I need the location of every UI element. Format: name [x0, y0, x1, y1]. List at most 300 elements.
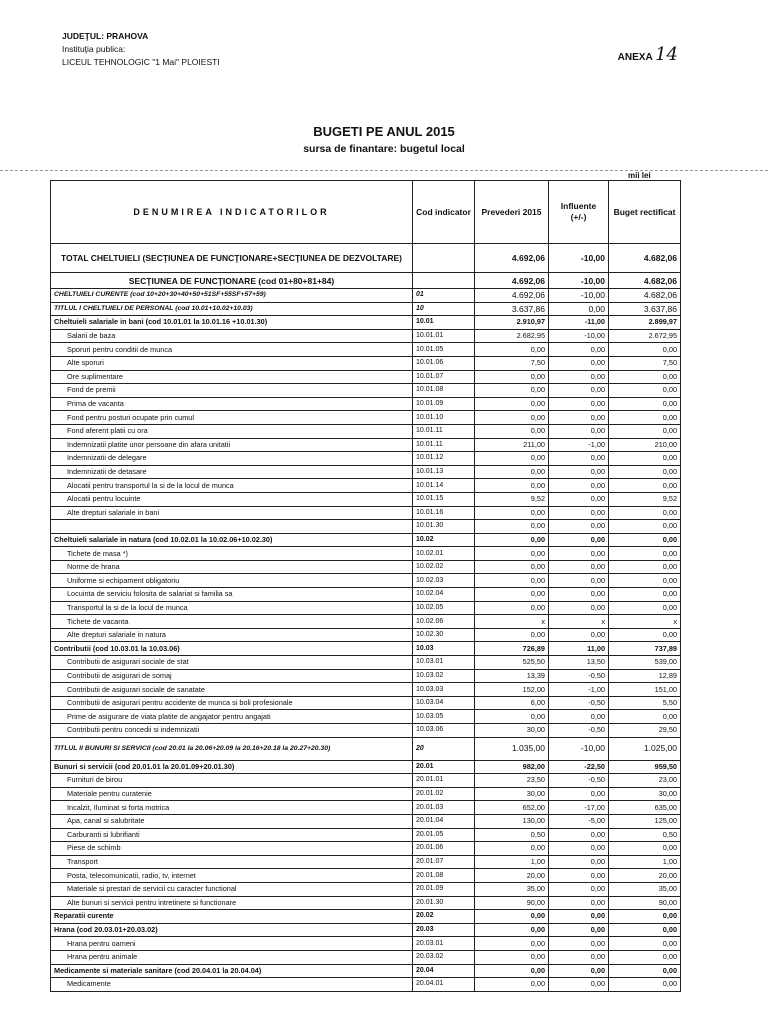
row-label: Cheltuieli salariale in bani (cod 10.01.01 la 10.01.16 +10.01.30) — [51, 316, 413, 330]
row-prevederi: 6,00 — [475, 696, 549, 710]
county-label: JUDEŢUL: PRAHOVA — [62, 31, 149, 41]
row-influente: 0,00 — [549, 869, 609, 883]
table-row — [51, 492, 681, 506]
table-row — [51, 560, 681, 574]
row-influente: 0,00 — [549, 343, 609, 357]
row-label: Posta, telecomunicatii, radio, tv, internet — [51, 869, 413, 883]
row-label: Contributii (cod 10.03.01 la 10.03.06) — [51, 642, 413, 656]
row-code: 10.03 — [413, 642, 475, 656]
row-buget: 1.025,00 — [609, 737, 681, 760]
row-prevederi: 7,50 — [475, 356, 549, 370]
row-prevederi: 20,00 — [475, 869, 549, 883]
row-buget: 4.682,06 — [609, 289, 681, 303]
row-influente: 0,00 — [549, 896, 609, 910]
row-code: 10.01.06 — [413, 356, 475, 370]
row-prevederi: 130,00 — [475, 814, 549, 828]
row-label: Contributii de asigurari sociale de sanatate — [51, 683, 413, 697]
row-label: Sporuri pentru conditii de munca — [51, 343, 413, 357]
table-row — [51, 601, 681, 615]
row-prevederi: 0,00 — [475, 588, 549, 602]
row-influente: 0,00 — [549, 601, 609, 615]
row-influente: -1,00 — [549, 438, 609, 452]
row-influente: 0,00 — [549, 828, 609, 842]
row-influente: 0,00 — [549, 937, 609, 951]
row-label: Tichete de vacanta — [51, 615, 413, 629]
table-row — [51, 533, 681, 547]
table-row — [51, 656, 681, 670]
table-row — [51, 923, 681, 937]
row-prevederi: 0,00 — [475, 452, 549, 466]
table-row — [51, 642, 681, 656]
row-code — [413, 273, 475, 289]
table-row — [51, 937, 681, 951]
row-code: 20.01.09 — [413, 882, 475, 896]
row-prevederi: 4.692,06 — [475, 244, 549, 273]
row-label: Alte drepturi salariale in natura — [51, 628, 413, 642]
row-influente: -10,00 — [549, 289, 609, 303]
row-influente: 0,00 — [549, 923, 609, 937]
row-code: 10.03.01 — [413, 656, 475, 670]
row-code: 20.01.02 — [413, 787, 475, 801]
row-buget: 30,00 — [609, 787, 681, 801]
table-row — [51, 438, 681, 452]
row-code: 20.01.04 — [413, 814, 475, 828]
table-row — [51, 370, 681, 384]
table-row — [51, 411, 681, 425]
table-row — [51, 910, 681, 924]
row-label: Alte sporuri — [51, 356, 413, 370]
row-prevederi: 0,00 — [475, 411, 549, 425]
row-prevederi: 0,00 — [475, 343, 549, 357]
row-prevederi: 726,89 — [475, 642, 549, 656]
row-prevederi: 0,00 — [475, 710, 549, 724]
row-influente: 0,00 — [549, 882, 609, 896]
row-code: 10.02.05 — [413, 601, 475, 615]
row-prevederi: 0,00 — [475, 533, 549, 547]
row-prevederi: 0,00 — [475, 910, 549, 924]
row-prevederi: 982,00 — [475, 760, 549, 774]
table-row — [51, 343, 681, 357]
row-code: 20.01.07 — [413, 855, 475, 869]
units-label: mii lei — [628, 171, 651, 180]
row-buget: 0,00 — [609, 397, 681, 411]
col-header-influente: Influente (+/-) — [549, 181, 609, 244]
row-influente: 0,00 — [549, 506, 609, 520]
table-row — [51, 950, 681, 964]
row-buget: 0,00 — [609, 533, 681, 547]
row-label: Fond de premii — [51, 384, 413, 398]
row-prevederi: x — [475, 615, 549, 629]
row-buget: 3.637,86 — [609, 302, 681, 316]
row-buget: 12,89 — [609, 669, 681, 683]
row-code: 01 — [413, 289, 475, 303]
divider — [0, 170, 768, 171]
row-code: 10.02.04 — [413, 588, 475, 602]
row-label: Incalzit, Iluminat si forta motrica — [51, 801, 413, 815]
table-row — [51, 801, 681, 815]
row-buget: 0,00 — [609, 520, 681, 534]
row-label: Locuinta de serviciu folosita de salariat si familia sa — [51, 588, 413, 602]
table-row — [51, 588, 681, 602]
row-code: 10.01.05 — [413, 343, 475, 357]
row-influente: -22,50 — [549, 760, 609, 774]
row-prevederi: 0,50 — [475, 828, 549, 842]
row-influente: -0,50 — [549, 774, 609, 788]
row-influente: -10,00 — [549, 329, 609, 343]
row-influente: x — [549, 615, 609, 629]
row-prevederi: 0,00 — [475, 601, 549, 615]
row-code: 10.01.16 — [413, 506, 475, 520]
row-prevederi: 90,00 — [475, 896, 549, 910]
row-prevederi: 2.910,97 — [475, 316, 549, 330]
row-label: Prima de vacanta — [51, 397, 413, 411]
row-code: 10.02.03 — [413, 574, 475, 588]
row-label: Materiale si prestari de servicii cu caracter functional — [51, 882, 413, 896]
row-buget: 0,00 — [609, 910, 681, 924]
row-prevederi: 30,00 — [475, 724, 549, 738]
row-buget: 1,00 — [609, 855, 681, 869]
table-row — [51, 520, 681, 534]
row-code: 10.03.02 — [413, 669, 475, 683]
row-code: 10.01 — [413, 316, 475, 330]
row-code: 10.01.13 — [413, 465, 475, 479]
table-row — [51, 896, 681, 910]
row-influente: 0,00 — [549, 787, 609, 801]
institution-label: Instituţia publica: — [62, 44, 126, 54]
row-influente: -5,00 — [549, 814, 609, 828]
row-buget: 4.682,06 — [609, 273, 681, 289]
row-buget: 0,00 — [609, 465, 681, 479]
row-label: Furnituri de birou — [51, 774, 413, 788]
row-buget: 737,89 — [609, 642, 681, 656]
row-label: TOTAL CHELTUIELI (SECŢIUNEA DE FUNCŢIONARE+SECŢIUNEA DE DEZVOLTARE) — [51, 244, 413, 273]
table-header-row — [51, 181, 681, 244]
row-influente: 0,00 — [549, 978, 609, 992]
table-row — [51, 244, 681, 273]
row-buget: 0,00 — [609, 343, 681, 357]
row-influente: 0,00 — [549, 855, 609, 869]
row-code: 20.01.01 — [413, 774, 475, 788]
row-buget: 20,00 — [609, 869, 681, 883]
row-influente: -10,00 — [549, 273, 609, 289]
row-label: Reparatii curente — [51, 910, 413, 924]
row-buget: 0,00 — [609, 964, 681, 978]
row-influente: 0,00 — [549, 547, 609, 561]
row-buget: 0,00 — [609, 937, 681, 951]
row-influente: 0,00 — [549, 710, 609, 724]
row-prevederi: 3.637,86 — [475, 302, 549, 316]
row-influente: 0,00 — [549, 950, 609, 964]
row-label: Uniforme si echipament obligatoriu — [51, 574, 413, 588]
table-row — [51, 424, 681, 438]
row-label: Contributii de asigurari pentru accidente de munca si boli profesionale — [51, 696, 413, 710]
row-label: CHELTUIELI CURENTE (cod 10+20+30+40+50+51SF+55SF+57+59) — [51, 289, 413, 303]
row-buget: 0,00 — [609, 923, 681, 937]
row-label: Alte drepturi salariale in bani — [51, 506, 413, 520]
row-label: Alocatii pentru locuinte — [51, 492, 413, 506]
row-label: Hrana pentru animale — [51, 950, 413, 964]
row-label: TITLUL I CHELTUIELI DE PERSONAL (cod 10.01+10.02+10.03) — [51, 302, 413, 316]
row-label: Hrana (cod 20.03.01+20.03.02) — [51, 923, 413, 937]
table-row — [51, 356, 681, 370]
row-prevederi: 0,00 — [475, 397, 549, 411]
col-header-buget: Buget rectificat — [609, 181, 681, 244]
col-header-code: Cod indicator — [413, 181, 475, 244]
row-code: 20 — [413, 737, 475, 760]
row-prevederi: 0,00 — [475, 547, 549, 561]
row-code: 10.01.01 — [413, 329, 475, 343]
row-code: 10.03.06 — [413, 724, 475, 738]
row-influente: 0,00 — [549, 574, 609, 588]
col-header-prevederi: Prevederi 2015 — [475, 181, 549, 244]
row-prevederi: 30,00 — [475, 787, 549, 801]
document-header — [62, 30, 220, 69]
row-buget: 0,00 — [609, 601, 681, 615]
row-prevederi: 0,00 — [475, 574, 549, 588]
row-code: 20.01.08 — [413, 869, 475, 883]
row-influente: -0,50 — [549, 669, 609, 683]
row-prevederi: 0,00 — [475, 520, 549, 534]
row-label: Indemnizatii platite unor persoane din afara unitatii — [51, 438, 413, 452]
row-label: Apa, canal si salubritate — [51, 814, 413, 828]
row-buget: 0,00 — [609, 424, 681, 438]
row-buget: 35,00 — [609, 882, 681, 896]
row-influente: 0,00 — [549, 356, 609, 370]
row-buget: 0,00 — [609, 842, 681, 856]
row-influente: -0,50 — [549, 724, 609, 738]
row-label: Carburanti si lubrifianti — [51, 828, 413, 842]
row-prevederi: 4.692,06 — [475, 289, 549, 303]
row-label: Contributii de asigurari sociale de stat — [51, 656, 413, 670]
row-buget: 0,00 — [609, 479, 681, 493]
row-buget: 151,00 — [609, 683, 681, 697]
row-influente: 0,00 — [549, 465, 609, 479]
row-label: Cheltuieli salariale in natura (cod 10.02.01 la 10.02.06+10.02.30) — [51, 533, 413, 547]
row-code: 20.03.02 — [413, 950, 475, 964]
row-prevederi: 652,00 — [475, 801, 549, 815]
table-row — [51, 710, 681, 724]
row-code: 10.02 — [413, 533, 475, 547]
row-code: 10.01.09 — [413, 397, 475, 411]
row-label: Norme de hrana — [51, 560, 413, 574]
row-influente: -11,00 — [549, 316, 609, 330]
row-code: 10.01.08 — [413, 384, 475, 398]
row-prevederi: 0,00 — [475, 950, 549, 964]
table-row — [51, 787, 681, 801]
row-buget: 9,52 — [609, 492, 681, 506]
table-row — [51, 547, 681, 561]
row-code: 20.02 — [413, 910, 475, 924]
row-influente: 0,00 — [549, 520, 609, 534]
row-prevederi: 1.035,00 — [475, 737, 549, 760]
row-label — [51, 520, 413, 534]
row-prevederi: 0,00 — [475, 923, 549, 937]
table-row — [51, 384, 681, 398]
row-code: 10.01.30 — [413, 520, 475, 534]
table-row — [51, 882, 681, 896]
row-label: Transportul la si de la locul de munca — [51, 601, 413, 615]
row-code: 10.03.03 — [413, 683, 475, 697]
row-influente: -0,50 — [549, 696, 609, 710]
row-buget: x — [609, 615, 681, 629]
row-buget: 210,00 — [609, 438, 681, 452]
row-influente: 0,00 — [549, 492, 609, 506]
table-row — [51, 737, 681, 760]
row-influente: -10,00 — [549, 244, 609, 273]
row-code: 20.03.01 — [413, 937, 475, 951]
table-row — [51, 869, 681, 883]
table-row — [51, 760, 681, 774]
row-label: TITLUL II BUNURI SI SERVICII (cod 20.01 la 20.06+20.09 la 20.16+20.18 la 20.27+20.30) — [51, 737, 413, 760]
table-row — [51, 506, 681, 520]
row-prevederi: 0,00 — [475, 479, 549, 493]
row-prevederi: 0,00 — [475, 370, 549, 384]
row-label: Indemnizatii de delegare — [51, 452, 413, 466]
row-prevederi: 0,00 — [475, 978, 549, 992]
row-influente: 0,00 — [549, 910, 609, 924]
table-row — [51, 329, 681, 343]
row-buget: 5,50 — [609, 696, 681, 710]
table-row — [51, 452, 681, 466]
row-influente: 0,00 — [549, 588, 609, 602]
row-code: 20.01.03 — [413, 801, 475, 815]
row-prevederi: 211,00 — [475, 438, 549, 452]
row-prevederi: 0,00 — [475, 842, 549, 856]
row-label: Indemnizatii de detasare — [51, 465, 413, 479]
row-buget: 539,00 — [609, 656, 681, 670]
row-prevederi: 0,00 — [475, 560, 549, 574]
row-prevederi: 0,00 — [475, 964, 549, 978]
row-influente: 0,00 — [549, 411, 609, 425]
row-prevederi: 525,50 — [475, 656, 549, 670]
table-row — [51, 289, 681, 303]
row-label: Transport — [51, 855, 413, 869]
table-row — [51, 855, 681, 869]
row-buget: 959,50 — [609, 760, 681, 774]
row-buget: 4.682,06 — [609, 244, 681, 273]
row-prevederi: 4.692,06 — [475, 273, 549, 289]
row-influente: 0,00 — [549, 560, 609, 574]
row-label: Ore suplimentare — [51, 370, 413, 384]
row-buget: 90,00 — [609, 896, 681, 910]
row-code: 20.04 — [413, 964, 475, 978]
row-label: Medicamente — [51, 978, 413, 992]
row-influente: 0,00 — [549, 384, 609, 398]
row-buget: 0,00 — [609, 628, 681, 642]
row-buget: 0,00 — [609, 411, 681, 425]
row-influente: -1,00 — [549, 683, 609, 697]
row-code: 10.01.07 — [413, 370, 475, 384]
row-buget: 0,00 — [609, 588, 681, 602]
table-row — [51, 683, 681, 697]
row-code: 10.01.11 — [413, 438, 475, 452]
row-code: 10.02.30 — [413, 628, 475, 642]
row-code: 10.02.06 — [413, 615, 475, 629]
institution-name: LICEUL TEHNOLOGIC "1 Mai" PLOIESTI — [62, 57, 220, 67]
row-label: Hrana pentru oameni — [51, 937, 413, 951]
page-title: BUGETI PE ANUL 2015 — [313, 124, 455, 139]
row-code: 10.01.15 — [413, 492, 475, 506]
row-prevederi: 0,00 — [475, 424, 549, 438]
row-code: 10 — [413, 302, 475, 316]
row-code: 20.01 — [413, 760, 475, 774]
row-buget: 0,00 — [609, 547, 681, 561]
table-row — [51, 828, 681, 842]
row-prevederi: 0,00 — [475, 506, 549, 520]
table-row — [51, 273, 681, 289]
row-label: Contributii pentru concedii si indemnizatii — [51, 724, 413, 738]
table-row — [51, 669, 681, 683]
row-label: Alte bunuri si servicii pentru intretinere si functionare — [51, 896, 413, 910]
row-prevederi: 0,00 — [475, 465, 549, 479]
row-influente: 0,00 — [549, 533, 609, 547]
row-label: Fond aferent platii cu ora — [51, 424, 413, 438]
annex-text: ANEXA — [617, 52, 653, 63]
row-label: Fond pentru posturi ocupate prin cumul — [51, 411, 413, 425]
row-influente: -17,00 — [549, 801, 609, 815]
row-buget: 0,00 — [609, 950, 681, 964]
row-buget: 0,00 — [609, 560, 681, 574]
table-row — [51, 774, 681, 788]
row-buget: 0,00 — [609, 978, 681, 992]
row-prevederi: 0,00 — [475, 384, 549, 398]
row-prevederi: 0,00 — [475, 937, 549, 951]
row-buget: 23,00 — [609, 774, 681, 788]
table-row — [51, 628, 681, 642]
table-row — [51, 978, 681, 992]
row-code: 10.02.01 — [413, 547, 475, 561]
col-header-name: DENUMIREA INDICATORILOR — [51, 181, 413, 244]
row-buget: 0,00 — [609, 452, 681, 466]
table-row — [51, 696, 681, 710]
row-label: Piese de schimb — [51, 842, 413, 856]
row-influente: 0,00 — [549, 424, 609, 438]
row-buget: 0,00 — [609, 574, 681, 588]
table-row — [51, 479, 681, 493]
row-code: 20.04.01 — [413, 978, 475, 992]
table-row — [51, 842, 681, 856]
row-code: 10.03.04 — [413, 696, 475, 710]
row-buget: 0,00 — [609, 370, 681, 384]
row-influente: 0,00 — [549, 397, 609, 411]
row-code: 10.01.10 — [413, 411, 475, 425]
row-code: 10.01.14 — [413, 479, 475, 493]
row-buget: 0,00 — [609, 506, 681, 520]
annex-label — [618, 44, 678, 65]
row-prevederi: 0,00 — [475, 628, 549, 642]
row-code: 20.01.30 — [413, 896, 475, 910]
row-label: Tichete de masa *) — [51, 547, 413, 561]
row-code: 10.03.05 — [413, 710, 475, 724]
row-code: 10.02.02 — [413, 560, 475, 574]
row-code: 20.01.05 — [413, 828, 475, 842]
row-buget: 2.899,97 — [609, 316, 681, 330]
row-prevederi: 35,00 — [475, 882, 549, 896]
row-prevederi: 1,00 — [475, 855, 549, 869]
row-buget: 635,00 — [609, 801, 681, 815]
row-influente: 0,00 — [549, 452, 609, 466]
row-influente: 0,00 — [549, 964, 609, 978]
row-label: Alocatii pentru transportul la si de la locul de munca — [51, 479, 413, 493]
annex-number: 14 — [655, 44, 678, 65]
row-prevederi: 13,39 — [475, 669, 549, 683]
page-subtitle: sursa de finantare: bugetul local — [303, 143, 465, 155]
row-influente: 11,00 — [549, 642, 609, 656]
row-buget: 125,00 — [609, 814, 681, 828]
row-influente: 0,00 — [549, 302, 609, 316]
row-label: Materiale pentru curatenie — [51, 787, 413, 801]
row-label: Contributii de asigurari de somaj — [51, 669, 413, 683]
